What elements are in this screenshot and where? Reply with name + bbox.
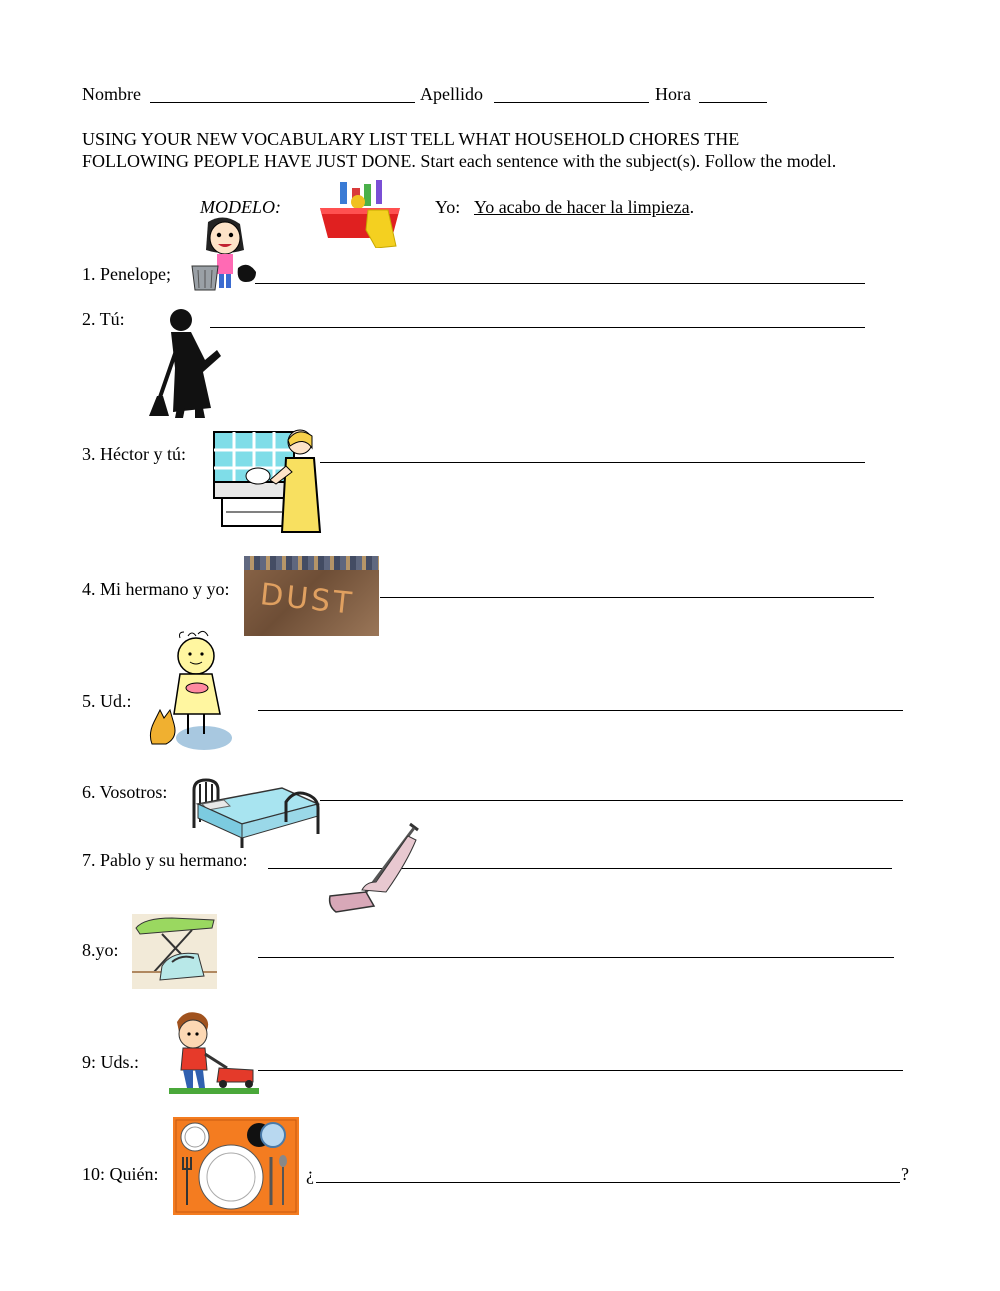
hora-field[interactable] bbox=[699, 102, 767, 103]
item-9-answer-line[interactable] bbox=[258, 1070, 903, 1071]
model-subject: Yo: bbox=[435, 197, 461, 217]
item-1-label: 1. Penelope; bbox=[82, 264, 171, 284]
model-answer bbox=[474, 196, 694, 218]
hora-label: Hora bbox=[655, 84, 691, 104]
lawnmower-icon bbox=[165, 1008, 263, 1096]
model-label: MODELO: bbox=[200, 197, 281, 217]
ironing-icon bbox=[132, 914, 217, 989]
item-4-answer-line[interactable] bbox=[380, 597, 874, 598]
apellido-field[interactable] bbox=[494, 102, 649, 103]
item-6-answer-line[interactable] bbox=[320, 800, 903, 801]
item-4-label: 4. Mi hermano y yo: bbox=[82, 579, 230, 599]
item-5-label: 5. Ud.: bbox=[82, 691, 132, 711]
nombre-label: Nombre bbox=[82, 84, 141, 104]
sweeping-icon bbox=[145, 308, 227, 420]
instructions-line-2: FOLLOWING PEOPLE HAVE JUST DONE. Start each sentence with the subject(s). Follow the model. bbox=[82, 151, 837, 171]
table-setting-icon bbox=[173, 1117, 299, 1215]
dust-icon bbox=[244, 556, 379, 636]
model-answer-text: Yo acabo de hacer la limpieza bbox=[474, 197, 690, 217]
trash-icon bbox=[190, 216, 260, 291]
instructions-line-1: USING YOUR NEW VOCABULARY LIST TELL WHAT HOUSEHOLD CHORES THE bbox=[82, 129, 740, 149]
cleaning-supplies-icon bbox=[318, 180, 403, 248]
item-7-label: 7. Pablo y su hermano: bbox=[82, 850, 248, 870]
nombre-field[interactable] bbox=[150, 102, 415, 103]
item-8-label: 8.yo: bbox=[82, 940, 119, 960]
vacuum-icon bbox=[326, 820, 421, 915]
item-2-answer-line[interactable] bbox=[210, 327, 865, 328]
dishwashing-icon bbox=[212, 426, 324, 536]
item-3-label: 3. Héctor y tú: bbox=[82, 444, 186, 464]
item-5-answer-line[interactable] bbox=[258, 710, 903, 711]
item-10-label: 10: Quién: bbox=[82, 1164, 159, 1184]
dust-word: DUST bbox=[258, 577, 357, 622]
item-8-answer-line[interactable] bbox=[258, 957, 894, 958]
question-open: ¿ bbox=[306, 1164, 314, 1184]
question-close: ? bbox=[901, 1164, 909, 1184]
item-10-answer-line[interactable] bbox=[316, 1182, 900, 1183]
item-6-label: 6. Vosotros: bbox=[82, 782, 168, 802]
apellido-label: Apellido bbox=[420, 84, 483, 104]
item-3-answer-line[interactable] bbox=[320, 462, 865, 463]
item-1-answer-line[interactable] bbox=[255, 283, 865, 284]
bed-icon bbox=[190, 778, 325, 850]
model-answer-period: . bbox=[689, 197, 695, 217]
item-9-label: 9: Uds.: bbox=[82, 1052, 140, 1072]
feeding-cat-icon bbox=[148, 630, 233, 755]
item-2-label: 2. Tú: bbox=[82, 309, 125, 329]
